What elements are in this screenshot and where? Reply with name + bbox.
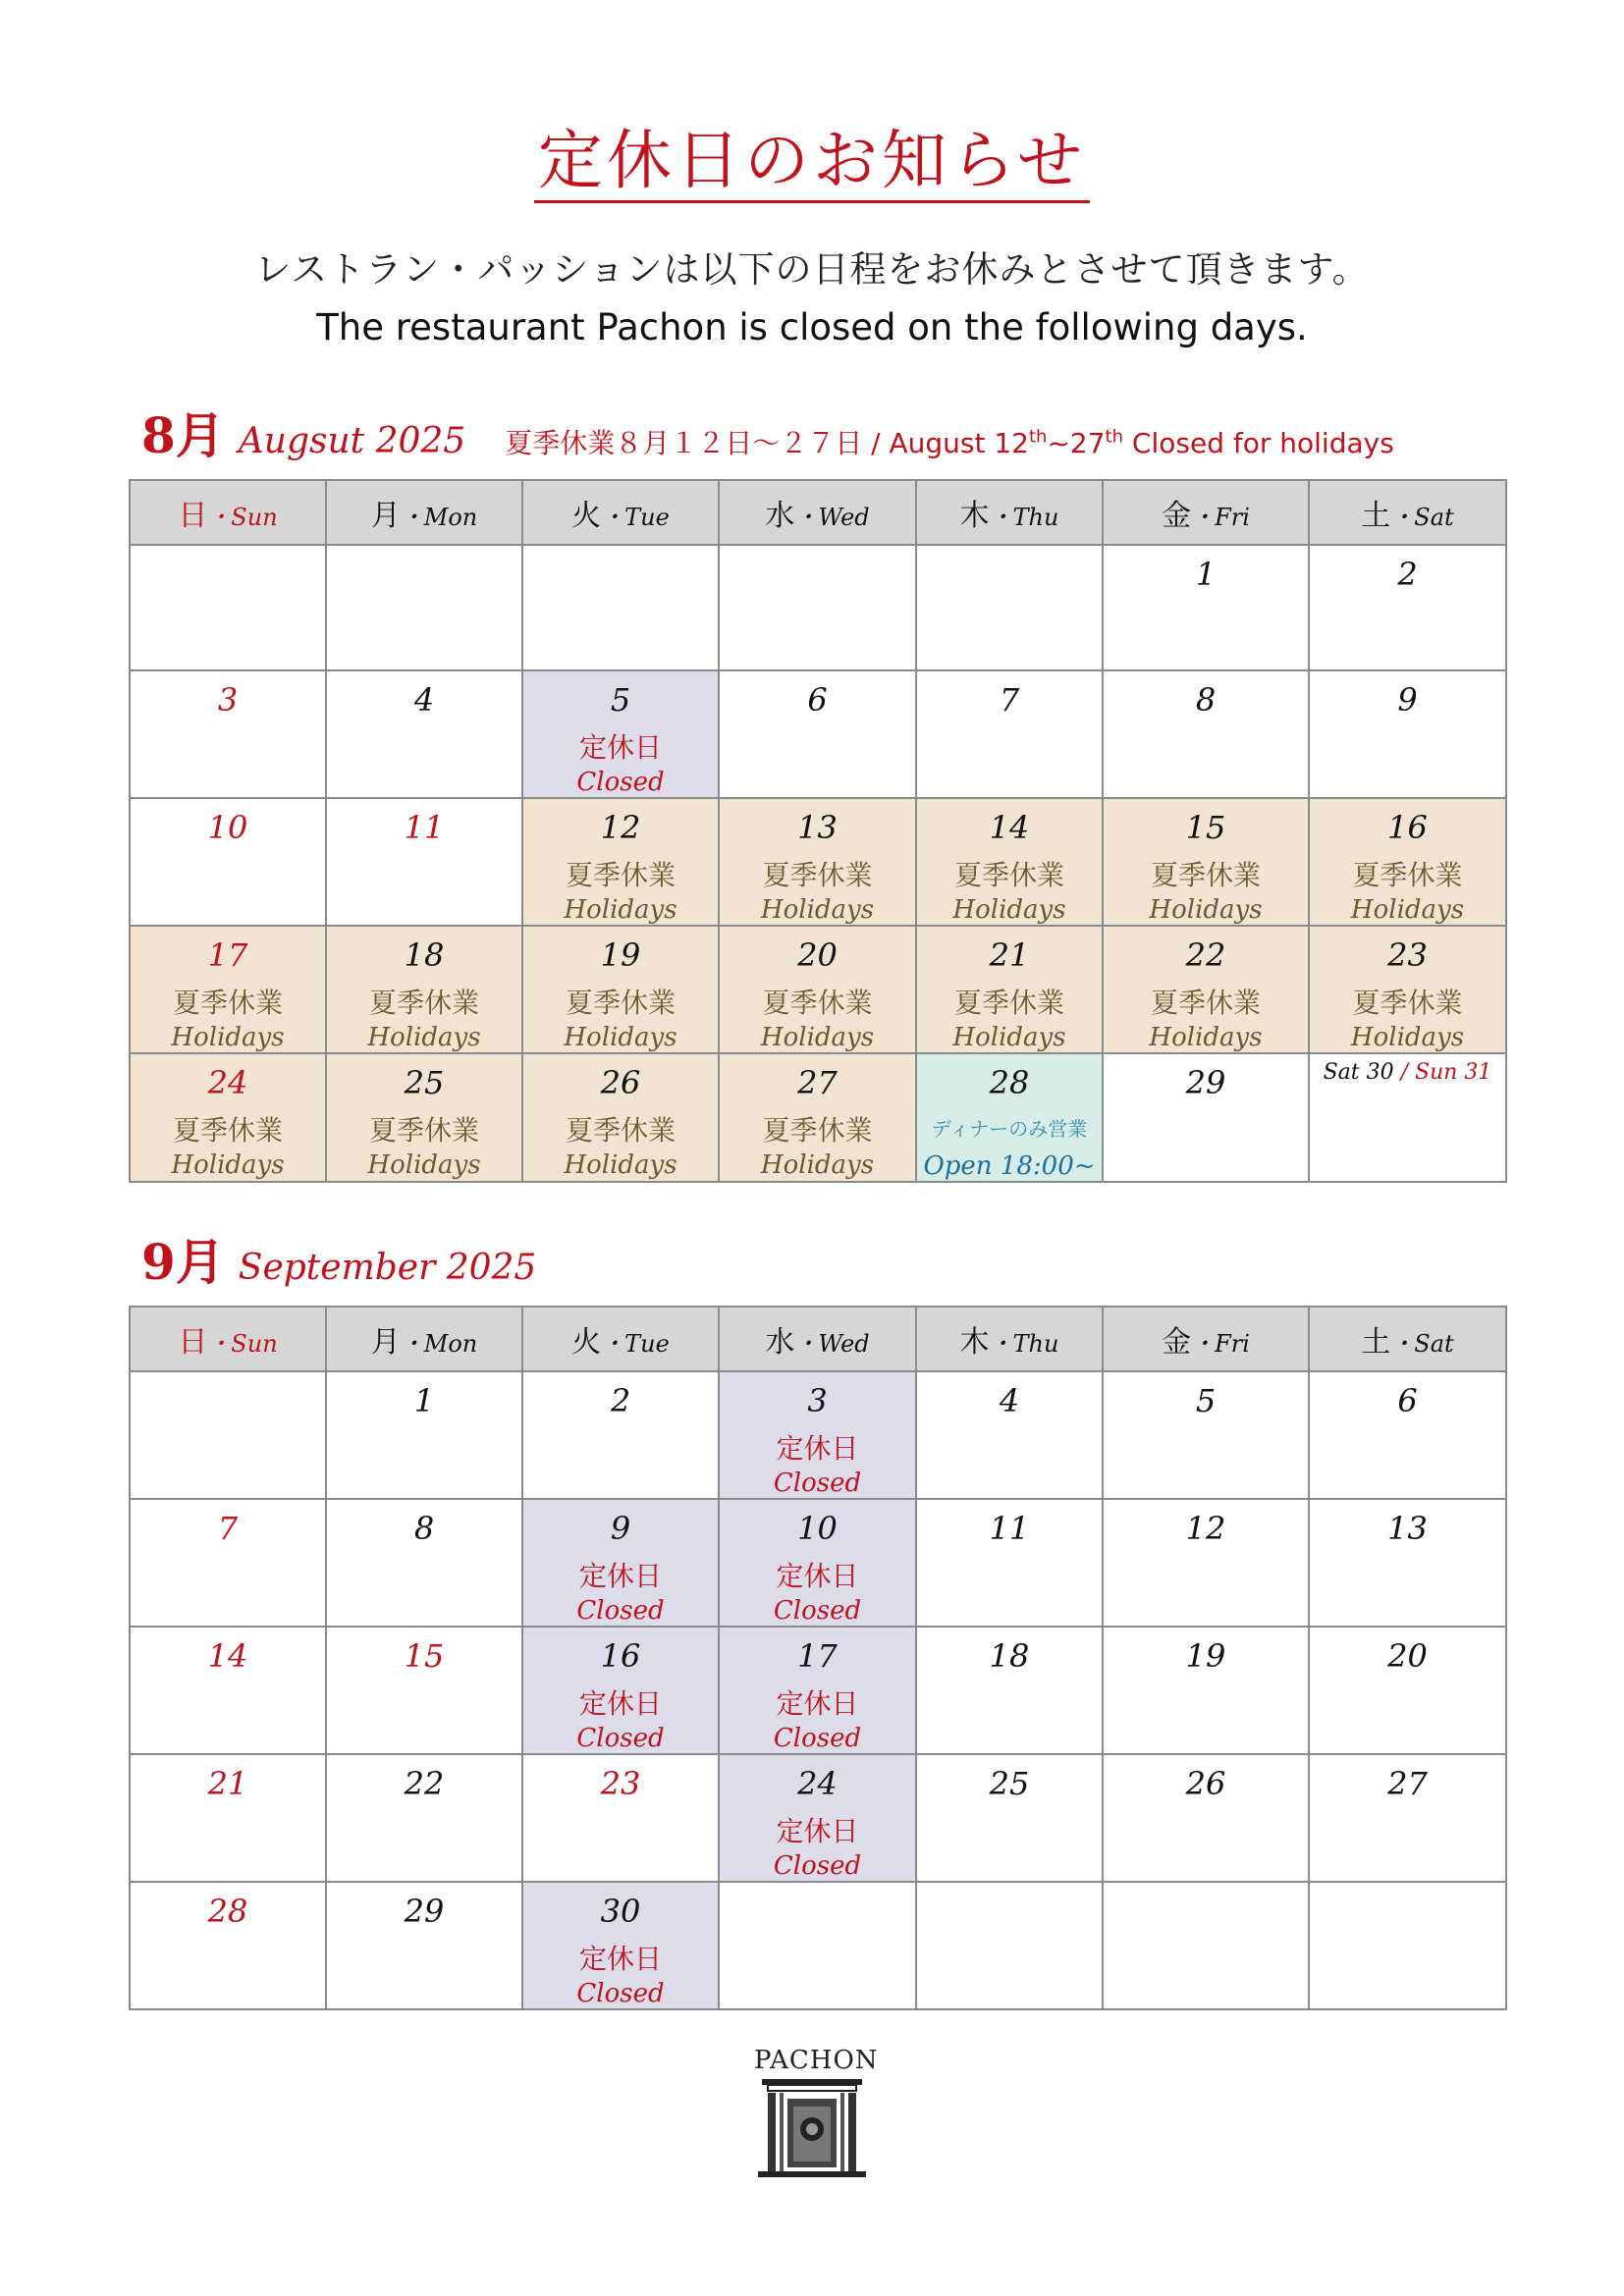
day-number: 7 — [217, 1510, 239, 1547]
day-number: 21 — [207, 1765, 248, 1802]
day-cell — [1103, 1627, 1309, 1754]
day-number: 14 — [989, 809, 1030, 846]
day-cell-empty — [719, 1882, 916, 2009]
week-row — [130, 1053, 1506, 1182]
day-number: 30 — [600, 1893, 641, 1930]
day-cell-closed: 24 定休日 Closed — [719, 1754, 916, 1882]
day-cell-holiday: 15 夏季休業 Holidays — [1103, 798, 1309, 926]
day-cell-holiday: 24 夏季休業 Holidays — [130, 1053, 326, 1182]
day-number: 29 — [1185, 1064, 1226, 1101]
weekday-thu: 木・Thu — [916, 480, 1103, 545]
day-cell — [1309, 1499, 1506, 1627]
day-cell — [916, 1627, 1103, 1754]
day-cell — [1309, 1371, 1506, 1499]
dinner-label-ja: ディナーのみ営業 — [931, 1117, 1088, 1141]
weekday-sun: 日・Sun — [130, 480, 326, 545]
notice-japanese: レストラン・パッションは以下の日程をお休みとさせて頂きます。 — [254, 248, 1370, 291]
september-heading — [141, 1223, 536, 1294]
day-cell-holiday: 23 夏季休業 Holidays — [1309, 926, 1506, 1053]
september-month-en: September 2025 — [238, 1248, 537, 1288]
day-cell — [1309, 1627, 1506, 1754]
pachon-logo — [754, 2046, 879, 2187]
day-cell — [916, 670, 1103, 798]
day-cell-closed: 10 定休日 Closed — [719, 1499, 916, 1627]
day-number: 13 — [1387, 1510, 1428, 1547]
day-cell-holiday: 14 夏季休業 Holidays — [916, 798, 1103, 926]
day-number: 9 — [1397, 681, 1418, 719]
day-cell-empty — [130, 1371, 326, 1499]
storefront-icon — [754, 2075, 870, 2183]
august-holiday-note: 夏季休業８月１２日～２７日 / August 12th~27th Closed for holidays — [505, 426, 1394, 459]
day-cell — [1309, 1754, 1506, 1882]
day-number: 8 — [1195, 681, 1217, 719]
day-number: 10 — [797, 1510, 838, 1547]
weekday-wed: 水・Wed — [719, 480, 916, 545]
day-number: 23 — [1387, 936, 1428, 974]
dinner-label-en: Open 18:00~ — [923, 1151, 1096, 1181]
page-title: 定休日のお知らせ — [0, 108, 1624, 201]
day-cell — [326, 1627, 522, 1754]
day-number: 21 — [989, 936, 1030, 974]
day-cell-holiday: 25 夏季休業 Holidays — [326, 1053, 522, 1182]
day-number: 5 — [610, 681, 631, 719]
day-number: 3 — [807, 1382, 828, 1419]
day-number: 1 — [413, 1382, 435, 1419]
day-number: 5 — [1195, 1382, 1217, 1419]
day-number: 2 — [610, 1382, 631, 1419]
day-cell-empty — [916, 1882, 1103, 2009]
day-cell-empty — [326, 545, 522, 670]
day-cell-holiday: 12 夏季休業 Holidays — [522, 798, 719, 926]
closed-label-ja: 定休日 — [578, 731, 662, 764]
day-cell-holiday: 20 夏季休業 Holidays — [719, 926, 916, 1053]
weekday-wed: 水・Wed — [719, 1307, 916, 1371]
day-number: 19 — [1185, 1637, 1226, 1675]
day-number: 22 — [404, 1765, 445, 1802]
day-number: 22 — [1185, 936, 1226, 974]
day-cell-empty — [522, 545, 719, 670]
day-number: 8 — [413, 1510, 435, 1547]
day-cell-empty — [916, 545, 1103, 670]
day-cell-closed — [522, 670, 719, 798]
weekday-header-row — [130, 1307, 1506, 1371]
day-cell-empty — [130, 545, 326, 670]
day-cell — [1103, 1754, 1309, 1882]
day-number: 3 — [217, 681, 239, 719]
week-row — [130, 1754, 1506, 1882]
day-cell-holiday: 21 夏季休業 Holidays — [916, 926, 1103, 1053]
day-number: 20 — [797, 936, 838, 974]
day-cell — [522, 1371, 719, 1499]
day-cell-empty — [1103, 1882, 1309, 2009]
september-calendar — [129, 1306, 1507, 2010]
day-cell-combined: Sat 30 / Sun 31 — [1309, 1053, 1506, 1182]
notice-english: The restaurant Pachon is closed on the following days. — [316, 306, 1308, 348]
day-number: 2 — [1397, 556, 1418, 593]
day-number: 6 — [807, 681, 828, 719]
day-number: 24 — [207, 1064, 248, 1101]
september-month-ja: 9月 — [141, 1233, 225, 1291]
day-cell-holiday: 27 夏季休業 Holidays — [719, 1053, 916, 1182]
day-number: 18 — [404, 936, 445, 974]
day-cell-empty — [1309, 1882, 1506, 2009]
day-cell — [130, 670, 326, 798]
weekday-tue: 火・Tue — [522, 1307, 719, 1371]
week-row — [130, 1371, 1506, 1499]
day-number: 29 — [404, 1893, 445, 1930]
logo-text: PACHON — [754, 2046, 879, 2075]
day-number: 17 — [207, 936, 248, 974]
weekday-sun: 日・Sun — [130, 1307, 326, 1371]
day-number: 1 — [1195, 556, 1217, 593]
day-cell-closed: 17 定休日 Closed — [719, 1627, 916, 1754]
day-cell-closed: 3 定休日 Closed — [719, 1371, 916, 1499]
day-number: 7 — [999, 681, 1020, 719]
weekday-sat: 土・Sat — [1309, 480, 1506, 545]
weekday-thu: 木・Thu — [916, 1307, 1103, 1371]
week-row — [130, 1627, 1506, 1754]
weekday-fri: 金・Fri — [1103, 480, 1309, 545]
day-cell — [1103, 670, 1309, 798]
day-number: 19 — [600, 936, 641, 974]
day-cell — [916, 1499, 1103, 1627]
weekday-mon: 月・Mon — [326, 1307, 522, 1371]
week-row — [130, 1499, 1506, 1627]
week-row — [130, 798, 1506, 926]
day-number: 12 — [1185, 1510, 1226, 1547]
weekday-header-row — [130, 480, 1506, 545]
day-cell — [130, 1754, 326, 1882]
day-number: 23 — [600, 1765, 641, 1802]
day-number: 17 — [797, 1637, 838, 1675]
closed-label-en: Closed — [576, 768, 665, 797]
day-number: 11 — [404, 809, 445, 846]
weekday-tue: 火・Tue — [522, 480, 719, 545]
day-number: 13 — [797, 809, 838, 846]
day-number: 25 — [989, 1765, 1030, 1802]
day-cell-holiday: 22 夏季休業 Holidays — [1103, 926, 1309, 1053]
day-cell — [1103, 1371, 1309, 1499]
day-cell-empty — [719, 545, 916, 670]
day-cell-closed: 16 定休日 Closed — [522, 1627, 719, 1754]
day-number: 4 — [999, 1382, 1020, 1419]
day-number: 16 — [1387, 809, 1428, 846]
weekday-sat: 土・Sat — [1309, 1307, 1506, 1371]
day-number: 26 — [1185, 1765, 1226, 1802]
day-cell-holiday: 18 夏季休業 Holidays — [326, 926, 522, 1053]
day-cell — [130, 1627, 326, 1754]
august-month-ja: 8月 — [141, 406, 225, 464]
day-cell — [522, 1754, 719, 1882]
weekday-mon: 月・Mon — [326, 480, 522, 545]
day-number: 6 — [1397, 1382, 1418, 1419]
day-number: 24 — [797, 1765, 838, 1802]
day-cell — [326, 1882, 522, 2009]
day-number: 15 — [404, 1637, 445, 1675]
day-cell — [326, 1371, 522, 1499]
day-cell — [1103, 1053, 1309, 1182]
day-cell-holiday: 19 夏季休業 Holidays — [522, 926, 719, 1053]
day-number: 11 — [989, 1510, 1030, 1547]
day-number: 15 — [1185, 809, 1226, 846]
day-cell — [130, 1882, 326, 2009]
day-cell — [916, 1754, 1103, 1882]
day-number: 28 — [989, 1064, 1030, 1101]
day-number: 26 — [600, 1064, 641, 1101]
day-number: 27 — [797, 1064, 838, 1101]
day-cell — [1103, 1499, 1309, 1627]
day-number: 25 — [404, 1064, 445, 1101]
day-number: 16 — [600, 1637, 641, 1675]
week-row — [130, 670, 1506, 798]
day-cell — [326, 670, 522, 798]
august-heading — [141, 397, 1394, 467]
day-number: 18 — [989, 1637, 1030, 1675]
day-cell — [130, 798, 326, 926]
day-cell — [326, 1499, 522, 1627]
day-cell — [1309, 545, 1506, 670]
day-cell — [916, 1371, 1103, 1499]
day-cell — [130, 1499, 326, 1627]
week-row — [130, 1882, 1506, 2009]
august-calendar — [129, 479, 1507, 1183]
week-row — [130, 926, 1506, 1053]
day-cell — [719, 670, 916, 798]
day-cell — [326, 798, 522, 926]
day-number: 27 — [1387, 1765, 1428, 1802]
day-number: 9 — [610, 1510, 631, 1547]
day-number: 20 — [1387, 1637, 1428, 1675]
day-cell-dinner-only — [916, 1053, 1103, 1182]
day-number: 28 — [207, 1893, 248, 1930]
day-cell-holiday: 13 夏季休業 Holidays — [719, 798, 916, 926]
week-row — [130, 545, 1506, 670]
day-cell — [1309, 670, 1506, 798]
weekday-fri: 金・Fri — [1103, 1307, 1309, 1371]
day-cell — [1103, 545, 1309, 670]
day-number: 12 — [600, 809, 641, 846]
august-month-en: Augsut 2025 — [238, 421, 466, 461]
day-cell-holiday: 17 夏季休業 Holidays — [130, 926, 326, 1053]
day-number: 4 — [413, 681, 435, 719]
day-number: 10 — [207, 809, 248, 846]
day-cell-holiday: 16 夏季休業 Holidays — [1309, 798, 1506, 926]
day-cell-closed: 9 定休日 Closed — [522, 1499, 719, 1627]
day-number: 14 — [207, 1637, 248, 1675]
day-cell-closed: 30 定休日 Closed — [522, 1882, 719, 2009]
day-cell-holiday: 26 夏季休業 Holidays — [522, 1053, 719, 1182]
day-cell — [326, 1754, 522, 1882]
